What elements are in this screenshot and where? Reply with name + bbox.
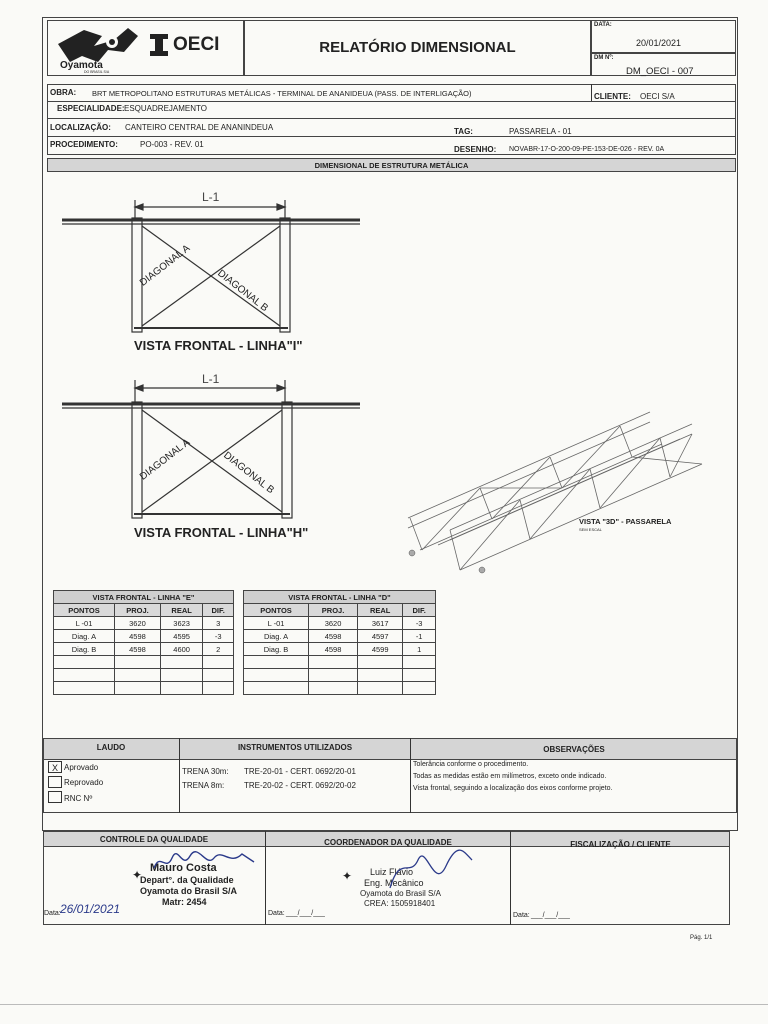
cell-dif [403,669,436,682]
cell-proj [115,656,161,669]
cell-point: L -01 [54,617,115,630]
cell-dif: 3 [203,617,234,630]
cell-real: 3623 [160,617,202,630]
qc-date-label: Data: [44,910,61,917]
table-e-header: REAL [160,604,202,617]
table-row [54,669,234,682]
diagonal-a-label-1: DIAGONAL A [138,242,193,289]
logo-name: Oyamota [60,60,103,71]
dm-label: DM Nº: [594,55,614,61]
table-d-caption: VISTA FRONTAL - LINHA "D" [244,591,436,604]
cell-real: 4595 [160,630,202,643]
desenho-value: NOVABR-17-O-200-09-PE-153-DE-026 - REV. 0A [509,146,665,153]
procedimento-value: PO-003 - REV. 01 [140,140,204,149]
table-row [54,682,234,695]
table-row [54,643,234,656]
table-e-header: DIF. [203,604,234,617]
cell-proj [309,669,358,682]
table-e-caption: VISTA FRONTAL - LINHA "E" [54,591,234,604]
reprovado-label: Reprovado [64,778,104,787]
cell-dif [403,656,436,669]
cell-real: 4597 [358,630,403,643]
table-row [244,617,436,630]
cell-dif: -1 [403,630,436,643]
cell-dif [203,669,234,682]
oeci-logo-text: OECI [173,34,220,55]
cell-proj [115,682,161,695]
cell-point [54,669,115,682]
cell-dif: 2 [203,643,234,656]
qc-stamp-company: Oyamota do Brasil S/A [140,886,238,896]
qc-stamp-name: Mauro Costa [150,862,217,874]
table-row [54,617,234,630]
instrument-value: TRE-20-02 - CERT. 0692/20-02 [244,781,356,790]
observation-line: Tolerância conforme o procedimento. [413,761,529,768]
cell-point: L -01 [244,617,309,630]
page-bottom-rule [0,1004,768,1005]
instrument-name: TRENA 30m: [182,767,229,776]
coord-date-value: ___/___/___ [286,910,325,917]
table-row [244,682,436,695]
obra-value: BRT METROPOLITANO ESTRUTURAS METÁLICAS - TERMINAL DE ANANIDEUA (PASS. DE INTERLIGAÇÃO) [92,89,472,98]
table-d-header: REAL [358,604,403,617]
reprovado-checkbox[interactable] [48,776,62,788]
cliente-value: OECI S/A [640,92,675,101]
cell-proj: 3620 [309,617,358,630]
oeci-logo [148,32,240,58]
coord-stamp-crea: CREA: 1505918401 [364,899,436,908]
view3d-title: VISTA "3D" - PASSARELA [579,517,672,526]
table-e-header: PONTOS [54,604,115,617]
cell-proj [309,656,358,669]
table-d-header: DIF. [403,604,436,617]
3d-passarela-drawing [400,400,710,580]
especialidade-value: ESQUADREJAMENTO [124,104,207,113]
diagonal-a-label-2: DIAGONAL A [138,436,193,483]
coord-signature [380,848,480,896]
procedimento-label: PROCEDIMENTO: [50,140,118,149]
cell-real [160,669,202,682]
oeci-mark-icon [148,32,170,58]
cell-proj: 4598 [115,630,161,643]
cell-proj: 4598 [309,643,358,656]
qc-date-value: 26/01/2021 [60,902,121,916]
cell-real [358,669,403,682]
fisc-title: FISCALIZAÇÃO / CLIENTE [570,840,671,849]
table-d-header: PROJ. [309,604,358,617]
cell-real [160,682,202,695]
observation-line: Todas as medidas estão em milímetros, exceto onde indicado. [413,773,607,780]
diagonal-b-label-2: DIAGONAL B [221,450,276,497]
cell-proj: 3620 [115,617,161,630]
fisc-date-value: ___/___/___ [531,912,570,919]
cell-dif [403,682,436,695]
view3d-subtitle: SEM ESCAL [579,527,602,532]
rnc-checkbox[interactable] [48,791,62,803]
cliente-label: CLIENTE: [594,92,631,101]
qc-signature [150,848,260,874]
cell-proj [309,682,358,695]
qc-stamp-matr: Matr: 2454 [162,897,207,907]
aprovado-checkbox[interactable]: X [48,761,62,773]
date-box [591,20,736,53]
date-label: DATA: [594,22,612,28]
localizacao-label: LOCALIZAÇÃO: [50,123,111,132]
table-linha-e [53,590,234,695]
observation-line: Vista frontal, seguindo a localização dos eixos conforme projeto. [413,785,613,792]
cell-proj [115,669,161,682]
cell-dif [203,682,234,695]
cell-real: 4600 [160,643,202,656]
qc-title: CONTROLE DA QUALIDADE [99,835,209,844]
cell-point [244,656,309,669]
cell-point [244,669,309,682]
report-title: RELATÓRIO DIMENSIONAL [319,39,516,56]
table-d-header: PONTOS [244,604,309,617]
desenho-label: DESENHO: [454,145,497,154]
coord-stamp-company: Oyamota do Brasil S/A [360,889,441,898]
frontal-views-drawing [50,180,380,560]
especialidade-label: ESPECIALIDADE: [57,104,125,113]
table-row [244,669,436,682]
cell-real: 4599 [358,643,403,656]
view2-title: VISTA FRONTAL - LINHA"H" [134,525,309,540]
dm-value: DM_OECI - 007 [626,66,694,77]
diagonal-b-label-1: DIAGONAL B [215,268,270,315]
cell-point: Diag. B [54,643,115,656]
cell-dif [203,656,234,669]
coord-stamp-name: Luiz Flávio [370,867,414,877]
cell-dif: 1 [403,643,436,656]
dim-label-l1-top: L-1 [202,190,220,204]
laudo-title: LAUDO [96,743,126,752]
logo-subtitle: DO BRASIL S/A [84,70,110,74]
obra-label: OBRA: [50,88,77,97]
table-linha-d [243,590,436,695]
cell-real [160,656,202,669]
table-row [54,630,234,643]
tag-label: TAG: [454,127,473,136]
dim-label-l1-bottom: L-1 [202,372,220,386]
instrumentos-title: INSTRUMENTOS UTILIZADOS [237,743,353,752]
cell-proj: 4598 [309,630,358,643]
cell-real: 3617 [358,617,403,630]
cell-real [358,682,403,695]
cell-point: Diag. A [244,630,309,643]
cell-dif: -3 [203,630,234,643]
aprovado-label: Aprovado [64,763,99,772]
coord-date-label: Data: [268,910,285,917]
localizacao-value: CANTEIRO CENTRAL DE ANANINDEUA [125,123,274,132]
oyamota-logo [54,22,142,74]
instrument-name: TRENA 8m: [182,781,225,790]
cell-proj: 4598 [115,643,161,656]
oyamota-stamp-icon: ✦ [132,868,143,882]
instrument-value: TRE-20-01 - CERT. 0692/20-01 [244,767,356,776]
oyamota-stamp-icon: ✦ [342,869,353,883]
tag-value: PASSARELA - 01 [509,127,572,136]
table-e-header: PROJ. [115,604,161,617]
obra-divider [591,84,592,101]
cell-point: Diag. A [54,630,115,643]
coord-title: COORDENADOR DA QUALIDADE [324,838,452,847]
cell-real [358,656,403,669]
page-number: Pág. 1/1 [690,935,713,941]
rnc-label: RNC Nº [64,794,93,803]
table-row [244,643,436,656]
date-value: 20/01/2021 [636,38,682,48]
table-row [244,656,436,669]
cell-dif: -3 [403,617,436,630]
cell-point [54,656,115,669]
table-row [54,656,234,669]
coord-stamp-title: Eng. Mecânico [364,878,424,888]
cell-point [54,682,115,695]
cell-point: Diag. B [244,643,309,656]
table-row [244,630,436,643]
view1-title: VISTA FRONTAL - LINHA"I" [134,338,303,353]
observacoes-title: OBSERVAÇÕES [543,745,605,754]
fisc-date-label: Data: [513,912,530,919]
qc-stamp-dept: Depart°. da Qualidade [140,875,234,885]
section-title: DIMENSIONAL DE ESTRUTURA METÁLICA [314,161,469,170]
cell-point [244,682,309,695]
